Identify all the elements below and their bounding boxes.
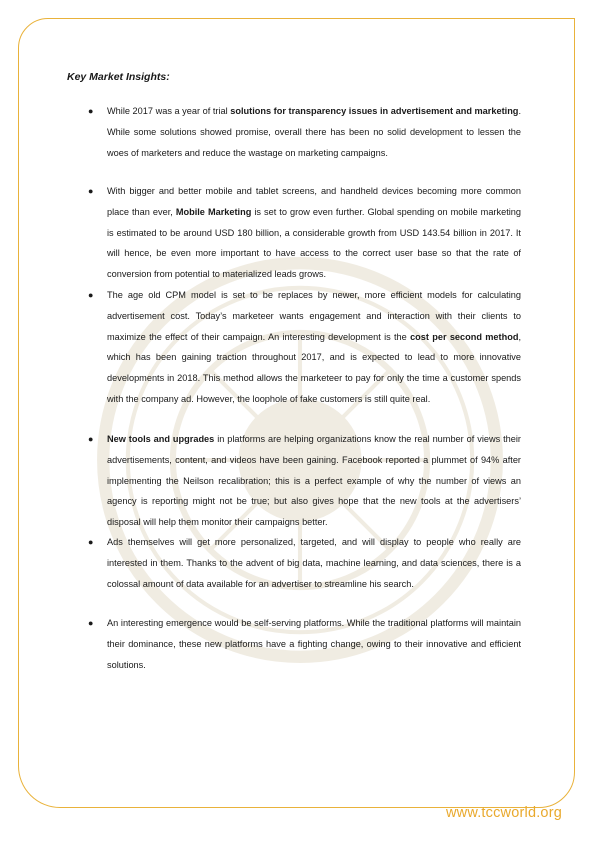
bullet-text: is set to grow even further. Global spending on mobile marketing is estimated to be around USD 180 billion, a considerable growth from USD 143.54 billion in 2017. It will hence, be even more important to have access to the correct user base so that the rate of conversion from potential to materialized leads grows. <box>107 206 522 280</box>
bullet-bold-text: cost per second method <box>410 331 519 342</box>
bullet-text: The age old CPM model is set to be replaces by newer, more efficient models for calculating advertisement cost. Today’s marketeer wants engagement and interaction with their clients to maximize the effect of their campaign. An interesting development is the <box>107 290 521 342</box>
bullet-icon: ● <box>88 537 94 547</box>
bullet-icon: ● <box>88 434 94 444</box>
bullet-item-3 <box>88 285 522 410</box>
bullet-icon: ● <box>88 290 94 300</box>
bullet-icon: ● <box>88 186 94 196</box>
bullet-icon: ● <box>88 106 94 116</box>
section-heading: Key Market Insights: <box>67 71 170 83</box>
bullet-item-6 <box>88 613 521 675</box>
bullet-item-5 <box>88 532 521 594</box>
bullet-text: An interesting emergence would be self-serving platforms. While the traditional platforms will maintain their dominance, these new platforms have a fighting change, owing to their innovative and efficient solutions. <box>107 618 521 670</box>
bullet-icon: ● <box>88 618 94 628</box>
bullet-text: in platforms are helping organizations know the real number of views their advertisements, content, and videos have been gaining. Facebook reported a plummet of 94% after implementing the Neilson recalibration; this is a perfect example of why the number of views an agency is reporting might not be true; but also gives hope that the new tools at the advertisers’ disposal will help them monitor their campaigns better. <box>107 434 521 528</box>
bullet-text: , which has been gaining traction throughout 2017, and is expected to lead to more innovative developments in 2018. This method allows the marketeer to pay for only the time a customer spends with the company ad. However, the loophole of fake customers is still quite real. <box>107 331 522 404</box>
bullet-bold-text: New tools and upgrades <box>107 434 215 444</box>
bullet-item-4 <box>88 429 521 533</box>
bullet-bold-text: solutions for transparency issues in advertisement and marketing <box>230 106 519 116</box>
bullet-text: With bigger and better mobile and tablet screens, and handheld devices becoming more common place than ever, <box>107 186 521 217</box>
bullet-text: While 2017 was a year of trial <box>107 106 231 116</box>
bullet-item-2 <box>88 181 522 285</box>
bullet-text: . While some solutions showed promise, overall there has been no solid development to lessen the woes of marketers and reduce the wastage on marketing campaigns. <box>107 106 521 158</box>
website-url: www.tccworld.org <box>445 805 562 821</box>
bullet-text: Ads themselves will get more personalized, targeted, and will display to people who really are interested in them. Thanks to the advent of big data, machine learning, and data sciences, there is a colossal amount of data available for an advertiser to streamline his search. <box>107 537 521 589</box>
bullet-bold-text: Mobile Marketing <box>175 206 252 217</box>
bullet-item-1 <box>88 101 521 163</box>
